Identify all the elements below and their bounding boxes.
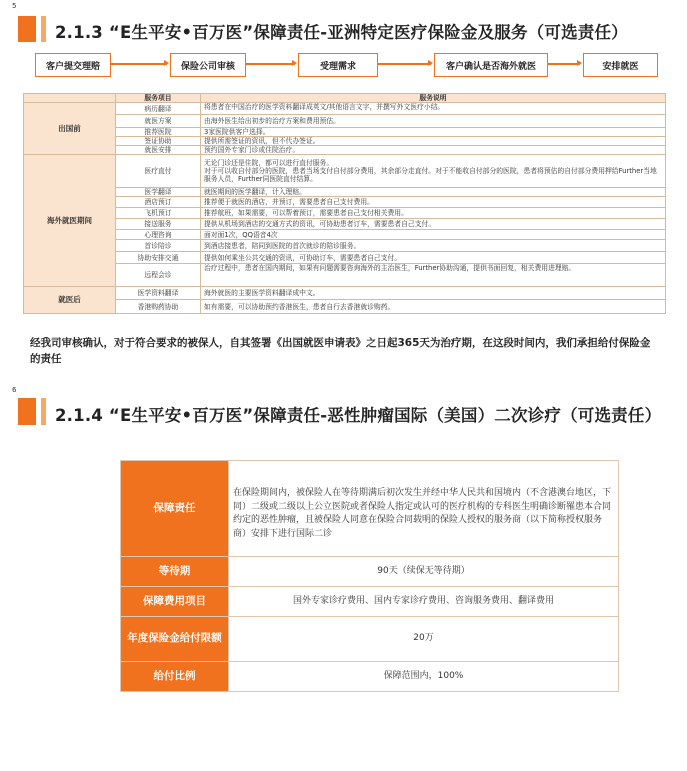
table-row [24,264,666,287]
service-desc: 面对面1次，QQ语音4次 [201,230,666,240]
service-item: 医学翻译 [116,188,201,197]
service-item: 协助安排交通 [116,252,201,264]
table-row [24,155,666,188]
phase-cell: 海外就医期间 [24,155,116,287]
flow-arrow [111,63,167,65]
section-title: 2.1.3 “E生平安•百万医”保障责任-亚洲特定医疗保险金及服务（可选责任） [55,23,628,42]
section-accent-bar-thin [41,398,46,425]
flow-arrow [378,63,431,65]
row-label: 保障费用项目 [121,587,229,617]
service-item: 医疗直付 [116,155,201,188]
section-accent-bar [18,398,36,425]
service-item: 心理咨询 [116,230,201,240]
row-value: 90天（续保无等待期） [229,557,619,587]
service-desc: 无论门诊还是住院，都可以进行直付服务。 对于可以收自付部分的医院，患者当场支付自付部分费用，其余部分走直付。对于不能收自付部分的医院，患者将预估的自付部分费用押给Further当地服务人员，Further同医院直付结算。 [201,155,666,188]
table-row [24,208,666,219]
page-number: 5 [12,2,17,10]
service-desc: 提供所需签证的资讯，但不代办签证。 [201,137,666,146]
row-value: 国外专家诊疗费用、国内专家诊疗费用、咨询服务费用、翻译费用 [229,587,619,617]
service-item: 首诊陪诊 [116,240,201,252]
service-desc: 治疗过程中，患者在国内期间，如果有问题需要咨询海外的主治医生，Further协助沟通，提供书面回复，相关费用进理赔。 [201,264,666,287]
table-row [121,662,619,692]
service-desc: 如有需要，可以协助预约香港医生，患者自行去香港就诊购药。 [201,300,666,314]
service-item: 医学资料翻译 [116,287,201,300]
table-row [24,115,666,128]
service-item: 飞机预订 [116,208,201,219]
flow-step-submit-claim: 客户提交理赔 [35,53,111,77]
flow-step-insurer-review: 保险公司审核 [170,53,246,77]
service-item: 远程会诊 [116,264,201,287]
section-accent-bar [18,16,36,42]
table-row [24,230,666,240]
service-desc: 就医期间的医学翻译，计入理赔。 [201,188,666,197]
service-desc: 推荐航班，如果需要，可以帮着预订，需要患者自己支付相关费用。 [201,208,666,219]
row-label: 年度保险金给付限额 [121,617,229,662]
service-item: 签证协助 [116,137,201,146]
table-row [121,461,619,557]
service-item: 香港购药协助 [116,300,201,314]
service-item: 就医方案 [116,115,201,128]
table-header-phase [24,94,116,103]
table-row [24,240,666,252]
treatment-period-note: 经我司审核确认，对于符合要求的被保人，自其签署《出国就医申请表》之日起365天为治疗期，在这段时间内，我们承担给付保险金的责任 [30,337,651,365]
table-row [24,103,666,115]
service-desc: 预约国外专家门诊或住院治疗。 [201,146,666,155]
section-title: 2.1.4 “E生平安•百万医”保障责任-恶性肿瘤国际（美国）二次诊疗（可选责任） [55,406,662,425]
service-item: 就医安排 [116,146,201,155]
service-item: 病历翻译 [116,103,201,115]
service-desc: 到酒店接患者，陪同到医院的首次就诊的陪诊服务。 [201,240,666,252]
table-row [24,197,666,208]
flow-arrow [548,63,580,65]
table-row [24,252,666,264]
table-row [121,617,619,662]
page-number: 6 [12,386,17,394]
table-header-row [24,94,666,103]
table-row [24,137,666,146]
row-value: 保障范围内，100% [229,662,619,692]
service-item: 接送服务 [116,219,201,230]
service-desc: 提供如何乘坐公共交通的资讯，可协助订车，需要患者自己支付。 [201,252,666,264]
row-label: 等待期 [121,557,229,587]
phase-cell: 就医后 [24,287,116,314]
service-desc: 海外就医的主要医学资料翻译成中文。 [201,287,666,300]
table-row [24,219,666,230]
service-table [23,93,666,314]
table-row [24,287,666,300]
table-header-item: 服务项目 [116,94,201,103]
coverage-table [120,460,619,692]
flow-step-accept-request: 受理需求 [298,53,378,77]
service-desc: 3家医院供客户选择。 [201,128,666,137]
table-row [121,557,619,587]
table-row [24,128,666,137]
table-row [121,587,619,617]
row-label: 给付比例 [121,662,229,692]
table-row [24,146,666,155]
flow-step-confirm-overseas: 客户确认是否海外就医 [434,53,548,77]
section-accent-bar-thin [41,16,46,42]
service-desc: 推荐便于就医的酒店，并预订，需要患者自己支付费用。 [201,197,666,208]
service-item: 推荐医院 [116,128,201,137]
flow-arrow [246,63,295,65]
service-desc: 提供从机场到酒店的交通方式的资讯，可协助患者订车，需要患者自己支付。 [201,219,666,230]
table-row [24,188,666,197]
service-desc: 由海外医生给出初步的治疗方案和费用预估。 [201,115,666,128]
service-item: 酒店预订 [116,197,201,208]
row-value: 20万 [229,617,619,662]
service-desc: 将患者在中国治疗的医学资料翻译成英文/其他语言文字，并撰写外文医疗小结。 [201,103,666,115]
table-row [24,300,666,314]
row-value: 在保险期间内，被保险人在等待期满后初次发生并经中华人民共和国境内（不含港澳台地区，下同）二级或二级以上公立医院或者保险人指定或认可的医疗机构的专科医生明确诊断罹患本合同约定的恶性肿瘤，且被保险人同意在保险合同载明的保险人授权的服务商（以下简称授权服务商）安排下进行国际二诊 [229,461,619,557]
phase-cell: 出国前 [24,103,116,155]
flow-step-arrange-treatment: 安排就医 [583,53,658,77]
table-header-desc: 服务说明 [201,94,666,103]
row-label: 保障责任 [121,461,229,557]
